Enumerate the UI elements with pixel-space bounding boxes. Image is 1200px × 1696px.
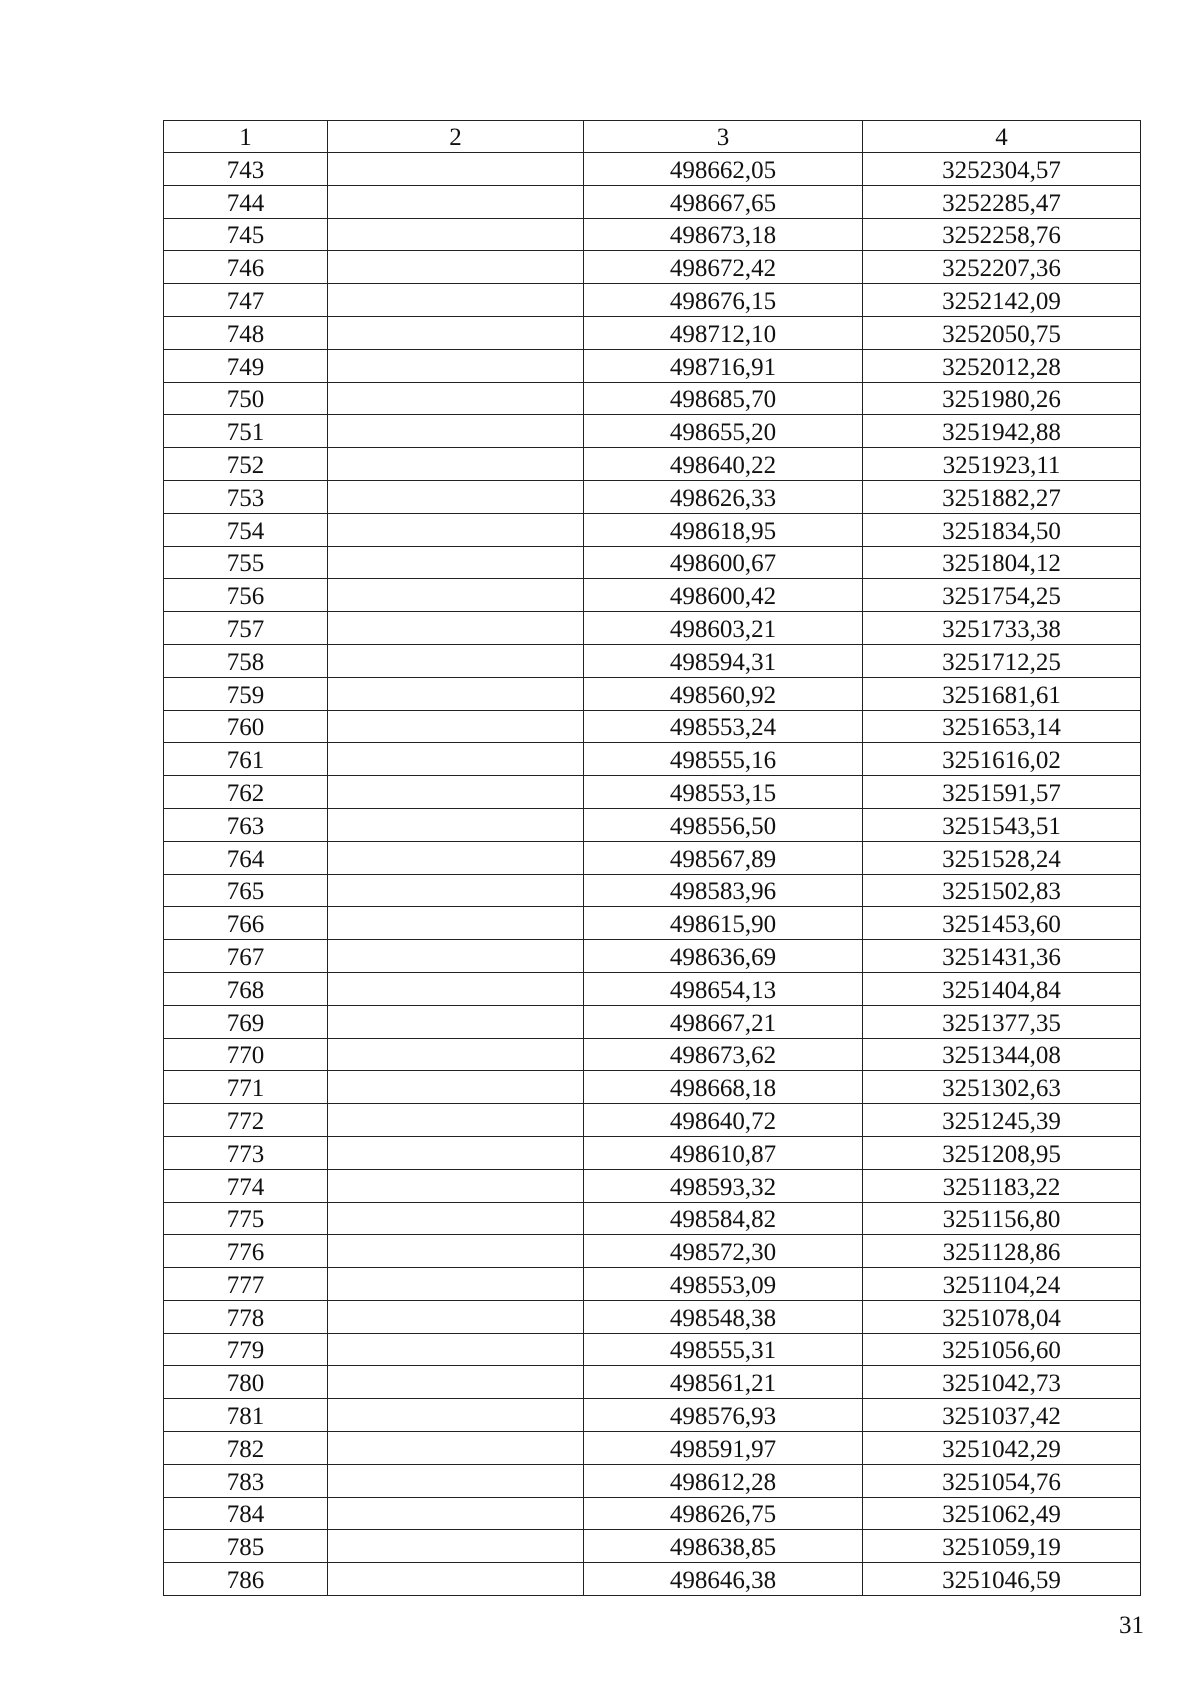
table-cell-col-4: 3251942,88 xyxy=(863,415,1141,448)
table-cell-col-1: 774 xyxy=(164,1169,328,1202)
table-row xyxy=(164,743,1141,776)
table-cell-col-3: 498672,42 xyxy=(584,251,863,284)
table-cell-col-2 xyxy=(328,1104,584,1137)
table-cell-col-3: 498594,31 xyxy=(584,644,863,677)
table-row xyxy=(164,940,1141,973)
table-cell-col-4: 3251156,80 xyxy=(863,1202,1141,1235)
table-cell-col-1: 762 xyxy=(164,776,328,809)
table-cell-col-1: 781 xyxy=(164,1399,328,1432)
table-cell-col-1: 756 xyxy=(164,579,328,612)
table-cell-col-1: 748 xyxy=(164,316,328,349)
table-cell-col-1: 783 xyxy=(164,1464,328,1497)
table-cell-col-2 xyxy=(328,677,584,710)
table-cell-col-1: 744 xyxy=(164,185,328,218)
table-cell-col-2 xyxy=(328,644,584,677)
table-cell-col-2 xyxy=(328,1071,584,1104)
table-cell-col-4: 3251208,95 xyxy=(863,1136,1141,1169)
table-cell-col-2 xyxy=(328,415,584,448)
table-cell-col-3: 498646,38 xyxy=(584,1563,863,1596)
table-cell-col-4: 3251616,02 xyxy=(863,743,1141,776)
table-cell-col-3: 498626,33 xyxy=(584,480,863,513)
table-cell-col-4: 3251059,19 xyxy=(863,1530,1141,1563)
table-cell-col-2 xyxy=(328,1300,584,1333)
table-cell-col-1: 772 xyxy=(164,1104,328,1137)
table-row xyxy=(164,448,1141,481)
table-cell-col-3: 498615,90 xyxy=(584,907,863,940)
table-cell-col-2 xyxy=(328,710,584,743)
table-cell-col-3: 498673,62 xyxy=(584,1038,863,1071)
table-row xyxy=(164,1005,1141,1038)
table-cell-col-2 xyxy=(328,1136,584,1169)
table-cell-col-1: 754 xyxy=(164,513,328,546)
table-cell-col-3: 498667,65 xyxy=(584,185,863,218)
table-row xyxy=(164,513,1141,546)
table-cell-col-4: 3251681,61 xyxy=(863,677,1141,710)
table-cell-col-4: 3251104,24 xyxy=(863,1268,1141,1301)
table-row xyxy=(164,316,1141,349)
table-cell-col-3: 498576,93 xyxy=(584,1399,863,1432)
table-cell-col-4: 3251980,26 xyxy=(863,382,1141,415)
table-cell-col-4: 3251834,50 xyxy=(863,513,1141,546)
table-cell-col-3: 498654,13 xyxy=(584,972,863,1005)
table-header xyxy=(164,121,1141,153)
table-cell-col-1: 768 xyxy=(164,972,328,1005)
table-row xyxy=(164,1169,1141,1202)
table-cell-col-4: 3252207,36 xyxy=(863,251,1141,284)
table-cell-col-2 xyxy=(328,776,584,809)
table-row xyxy=(164,972,1141,1005)
table-cell-col-2 xyxy=(328,1432,584,1465)
table-cell-col-3: 498640,22 xyxy=(584,448,863,481)
table-cell-col-2 xyxy=(328,480,584,513)
table-cell-col-1: 747 xyxy=(164,284,328,317)
table-row xyxy=(164,874,1141,907)
table-cell-col-1: 784 xyxy=(164,1497,328,1530)
table-row xyxy=(164,644,1141,677)
table-cell-col-1: 770 xyxy=(164,1038,328,1071)
table-cell-col-3: 498553,09 xyxy=(584,1268,863,1301)
table-cell-col-1: 759 xyxy=(164,677,328,710)
table-cell-col-3: 498572,30 xyxy=(584,1235,863,1268)
table-cell-col-2 xyxy=(328,1005,584,1038)
table-cell-col-2 xyxy=(328,612,584,645)
table-cell-col-4: 3252050,75 xyxy=(863,316,1141,349)
table-cell-col-1: 757 xyxy=(164,612,328,645)
table-cell-col-1: 785 xyxy=(164,1530,328,1563)
table-cell-col-1: 755 xyxy=(164,546,328,579)
table-cell-col-4: 3251653,14 xyxy=(863,710,1141,743)
table-cell-col-2 xyxy=(328,1333,584,1366)
table-cell-col-3: 498638,85 xyxy=(584,1530,863,1563)
table-cell-col-3: 498618,95 xyxy=(584,513,863,546)
table-row xyxy=(164,1300,1141,1333)
table-cell-col-1: 778 xyxy=(164,1300,328,1333)
table-cell-col-4: 3251046,59 xyxy=(863,1563,1141,1596)
table-cell-col-1: 776 xyxy=(164,1235,328,1268)
table-cell-col-4: 3251923,11 xyxy=(863,448,1141,481)
table-row xyxy=(164,349,1141,382)
table-cell-col-3: 498555,16 xyxy=(584,743,863,776)
table-cell-col-3: 498584,82 xyxy=(584,1202,863,1235)
table-cell-col-1: 751 xyxy=(164,415,328,448)
table-row xyxy=(164,382,1141,415)
table-cell-col-4: 3251056,60 xyxy=(863,1333,1141,1366)
table-cell-col-4: 3251543,51 xyxy=(863,808,1141,841)
table-cell-col-4: 3251453,60 xyxy=(863,907,1141,940)
table-cell-col-3: 498716,91 xyxy=(584,349,863,382)
table-cell-col-1: 746 xyxy=(164,251,328,284)
table-cell-col-4: 3252142,09 xyxy=(863,284,1141,317)
table-cell-col-4: 3252258,76 xyxy=(863,218,1141,251)
table-row xyxy=(164,1530,1141,1563)
table-cell-col-2 xyxy=(328,316,584,349)
table-cell-col-1: 743 xyxy=(164,153,328,186)
table-row xyxy=(164,480,1141,513)
table-cell-col-1: 760 xyxy=(164,710,328,743)
table-row xyxy=(164,546,1141,579)
table-cell-col-2 xyxy=(328,153,584,186)
table-cell-col-1: 766 xyxy=(164,907,328,940)
table-cell-col-4: 3251078,04 xyxy=(863,1300,1141,1333)
table-row xyxy=(164,710,1141,743)
table-cell-col-4: 3251377,35 xyxy=(863,1005,1141,1038)
page-number: 31 xyxy=(1119,1612,1144,1639)
table-cell-col-2 xyxy=(328,546,584,579)
table-cell-col-2 xyxy=(328,1563,584,1596)
table-cell-col-3: 498561,21 xyxy=(584,1366,863,1399)
table-cell-col-3: 498593,32 xyxy=(584,1169,863,1202)
table-row xyxy=(164,153,1141,186)
table-row xyxy=(164,1136,1141,1169)
table-cell-col-2 xyxy=(328,1268,584,1301)
table-cell-col-2 xyxy=(328,808,584,841)
table-cell-col-2 xyxy=(328,1366,584,1399)
table-cell-col-2 xyxy=(328,972,584,1005)
table-cell-col-1: 775 xyxy=(164,1202,328,1235)
table-cell-col-3: 498610,87 xyxy=(584,1136,863,1169)
table-row xyxy=(164,841,1141,874)
table-cell-col-3: 498626,75 xyxy=(584,1497,863,1530)
table-cell-col-3: 498560,92 xyxy=(584,677,863,710)
table-cell-col-1: 771 xyxy=(164,1071,328,1104)
table-cell-col-1: 786 xyxy=(164,1563,328,1596)
table-cell-col-2 xyxy=(328,349,584,382)
table-cell-col-3: 498662,05 xyxy=(584,153,863,186)
table-row xyxy=(164,1268,1141,1301)
table-cell-col-4: 3251037,42 xyxy=(863,1399,1141,1432)
table-cell-col-4: 3251404,84 xyxy=(863,972,1141,1005)
column-header-4: 4 xyxy=(863,121,1141,153)
table-body xyxy=(164,153,1141,1596)
table-row xyxy=(164,1235,1141,1268)
table-cell-col-2 xyxy=(328,1235,584,1268)
table-cell-col-2 xyxy=(328,382,584,415)
table-cell-col-3: 498655,20 xyxy=(584,415,863,448)
table-cell-col-1: 764 xyxy=(164,841,328,874)
table-row xyxy=(164,284,1141,317)
column-header-3: 3 xyxy=(584,121,863,153)
table-cell-col-1: 777 xyxy=(164,1268,328,1301)
table-row xyxy=(164,1038,1141,1071)
table-cell-col-3: 498603,21 xyxy=(584,612,863,645)
table-cell-col-4: 3252285,47 xyxy=(863,185,1141,218)
table-cell-col-2 xyxy=(328,185,584,218)
table-row xyxy=(164,251,1141,284)
table-cell-col-4: 3251062,49 xyxy=(863,1497,1141,1530)
table-cell-col-3: 498667,21 xyxy=(584,1005,863,1038)
table-cell-col-4: 3251804,12 xyxy=(863,546,1141,579)
table-row xyxy=(164,1333,1141,1366)
table-cell-col-3: 498685,70 xyxy=(584,382,863,415)
table-cell-col-4: 3251733,38 xyxy=(863,612,1141,645)
table-cell-col-4: 3251042,29 xyxy=(863,1432,1141,1465)
table-cell-col-3: 498712,10 xyxy=(584,316,863,349)
table-cell-col-2 xyxy=(328,513,584,546)
table-cell-col-4: 3251754,25 xyxy=(863,579,1141,612)
table-cell-col-2 xyxy=(328,448,584,481)
table-cell-col-4: 3251183,22 xyxy=(863,1169,1141,1202)
table-row xyxy=(164,1464,1141,1497)
table-cell-col-3: 498600,42 xyxy=(584,579,863,612)
table-cell-col-4: 3251245,39 xyxy=(863,1104,1141,1137)
table-cell-col-4: 3251502,83 xyxy=(863,874,1141,907)
table-cell-col-2 xyxy=(328,1038,584,1071)
table-cell-col-1: 767 xyxy=(164,940,328,973)
table-row xyxy=(164,415,1141,448)
table-cell-col-4: 3251882,27 xyxy=(863,480,1141,513)
table-cell-col-1: 750 xyxy=(164,382,328,415)
table-cell-col-2 xyxy=(328,1464,584,1497)
table-cell-col-2 xyxy=(328,579,584,612)
table-cell-col-4: 3251431,36 xyxy=(863,940,1141,973)
coordinate-table xyxy=(163,120,1141,1596)
table-cell-col-3: 498556,50 xyxy=(584,808,863,841)
table-cell-col-1: 761 xyxy=(164,743,328,776)
table-cell-col-4: 3252304,57 xyxy=(863,153,1141,186)
table-cell-col-3: 498567,89 xyxy=(584,841,863,874)
table-cell-col-3: 498673,18 xyxy=(584,218,863,251)
table-row xyxy=(164,1563,1141,1596)
table-cell-col-2 xyxy=(328,1202,584,1235)
table-row xyxy=(164,1497,1141,1530)
table-cell-col-2 xyxy=(328,743,584,776)
table-cell-col-1: 780 xyxy=(164,1366,328,1399)
table-cell-col-4: 3251042,73 xyxy=(863,1366,1141,1399)
table-cell-col-4: 3251128,86 xyxy=(863,1235,1141,1268)
table-row xyxy=(164,1071,1141,1104)
table-cell-col-1: 779 xyxy=(164,1333,328,1366)
table-cell-col-3: 498591,97 xyxy=(584,1432,863,1465)
table-cell-col-3: 498548,38 xyxy=(584,1300,863,1333)
table-row xyxy=(164,185,1141,218)
table-cell-col-2 xyxy=(328,874,584,907)
table-cell-col-1: 773 xyxy=(164,1136,328,1169)
table-cell-col-3: 498668,18 xyxy=(584,1071,863,1104)
table-cell-col-2 xyxy=(328,251,584,284)
table-cell-col-2 xyxy=(328,940,584,973)
table-cell-col-3: 498636,69 xyxy=(584,940,863,973)
table-row xyxy=(164,1104,1141,1137)
table-row xyxy=(164,579,1141,612)
table-row xyxy=(164,1366,1141,1399)
table-cell-col-2 xyxy=(328,1169,584,1202)
table-cell-col-4: 3252012,28 xyxy=(863,349,1141,382)
table-row xyxy=(164,808,1141,841)
table-cell-col-3: 498612,28 xyxy=(584,1464,863,1497)
table-cell-col-3: 498676,15 xyxy=(584,284,863,317)
table-cell-col-1: 782 xyxy=(164,1432,328,1465)
table-cell-col-2 xyxy=(328,218,584,251)
table-row xyxy=(164,677,1141,710)
column-header-2: 2 xyxy=(328,121,584,153)
table-cell-col-3: 498553,24 xyxy=(584,710,863,743)
table-row xyxy=(164,776,1141,809)
table-cell-col-4: 3251712,25 xyxy=(863,644,1141,677)
table-cell-col-2 xyxy=(328,1399,584,1432)
table-row xyxy=(164,1432,1141,1465)
table-cell-col-2 xyxy=(328,907,584,940)
table-row xyxy=(164,1202,1141,1235)
table-cell-col-2 xyxy=(328,1530,584,1563)
header-row xyxy=(164,121,1141,153)
table-cell-col-1: 769 xyxy=(164,1005,328,1038)
table-cell-col-3: 498553,15 xyxy=(584,776,863,809)
table-row xyxy=(164,612,1141,645)
table-cell-col-1: 758 xyxy=(164,644,328,677)
table-cell-col-1: 763 xyxy=(164,808,328,841)
table-cell-col-2 xyxy=(328,284,584,317)
table-cell-col-4: 3251528,24 xyxy=(863,841,1141,874)
table-cell-col-1: 765 xyxy=(164,874,328,907)
table-cell-col-3: 498583,96 xyxy=(584,874,863,907)
table-cell-col-1: 745 xyxy=(164,218,328,251)
table-cell-col-4: 3251302,63 xyxy=(863,1071,1141,1104)
table-cell-col-4: 3251591,57 xyxy=(863,776,1141,809)
table-cell-col-3: 498640,72 xyxy=(584,1104,863,1137)
table-cell-col-3: 498555,31 xyxy=(584,1333,863,1366)
table-cell-col-2 xyxy=(328,841,584,874)
table-cell-col-4: 3251054,76 xyxy=(863,1464,1141,1497)
table-cell-col-1: 753 xyxy=(164,480,328,513)
table-cell-col-1: 749 xyxy=(164,349,328,382)
table-cell-col-3: 498600,67 xyxy=(584,546,863,579)
table-cell-col-2 xyxy=(328,1497,584,1530)
table-row xyxy=(164,907,1141,940)
table-row xyxy=(164,1399,1141,1432)
table-cell-col-1: 752 xyxy=(164,448,328,481)
table-row xyxy=(164,218,1141,251)
table-cell-col-4: 3251344,08 xyxy=(863,1038,1141,1071)
column-header-1: 1 xyxy=(164,121,328,153)
